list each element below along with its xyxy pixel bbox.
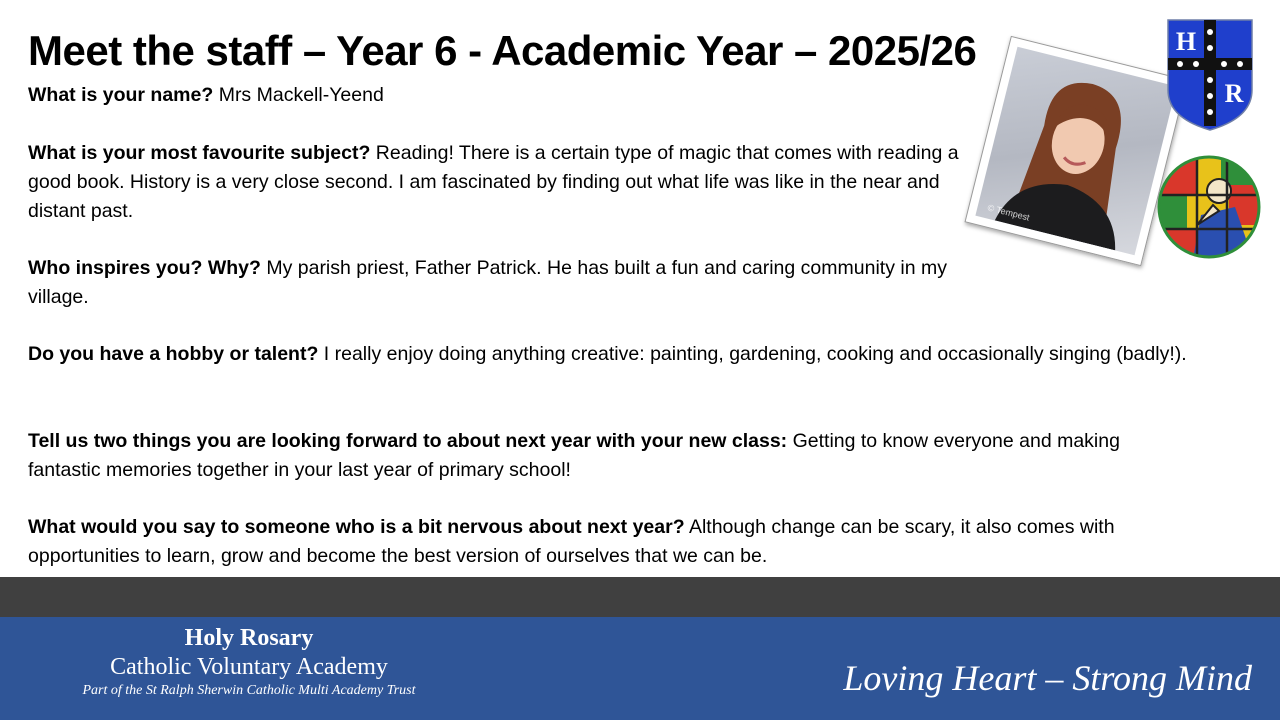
divider-band bbox=[0, 577, 1280, 617]
qa-inspiration bbox=[28, 254, 998, 312]
school-info bbox=[28, 623, 470, 701]
question-label: What would you say to someone who is a bit nervous about next year? bbox=[28, 516, 685, 538]
answer-text: I really enjoy doing anything creative: painting, gardening, cooking and occasionally singing (badly!). bbox=[318, 343, 1187, 365]
answer-text: Getting to know everyone and making fantastic memories together in your last year of primary school! bbox=[28, 430, 1120, 481]
page-title: Meet the staff – Year 6 - Academic Year – 2025/26 bbox=[28, 27, 977, 74]
question-label: Do you have a hobby or talent? bbox=[28, 343, 319, 365]
qa-name bbox=[28, 81, 928, 110]
staff-photo bbox=[975, 47, 1176, 256]
school-name: Holy Rosary bbox=[184, 625, 314, 651]
qa-nervous-advice bbox=[28, 513, 1198, 571]
staff-photo-frame bbox=[964, 36, 1187, 266]
photo-watermark: © Tempest bbox=[986, 202, 1031, 223]
school-subtitle: Catholic Voluntary Academy bbox=[110, 654, 388, 680]
answer-text: My parish priest, Father Patrick. He has built a fun and caring community in my village. bbox=[28, 257, 947, 308]
answer-text: Although change can be scary, it also comes with opportunities to learn, grow and become the best version of ourselves that we can be. bbox=[28, 516, 1115, 567]
question-label: What is your name? bbox=[28, 84, 214, 106]
answer-text: Mrs Mackell-Yeend bbox=[213, 84, 384, 106]
qa-favourite-subject bbox=[28, 139, 968, 226]
qa-hobby bbox=[28, 340, 1188, 369]
footer bbox=[0, 617, 1280, 720]
portrait-illustration bbox=[975, 47, 1176, 256]
question-label: What is your most favourite subject? bbox=[28, 142, 371, 164]
question-label: Who inspires you? Why? bbox=[28, 257, 261, 279]
crest-letter-h: H bbox=[1175, 27, 1197, 56]
trust-name: Part of the St Ralph Sherwin Catholic Multi Academy Trust bbox=[82, 683, 416, 698]
school-crest-logo bbox=[1166, 18, 1254, 132]
qa-looking-forward bbox=[28, 427, 1188, 485]
question-label: Tell us two things you are looking forward to about next year with your new class: bbox=[28, 430, 788, 452]
crest-letter-r: R bbox=[1224, 79, 1244, 108]
school-motto: Loving Heart – Strong Mind bbox=[843, 658, 1252, 698]
stained-glass-saint-badge bbox=[1157, 155, 1261, 259]
answer-text: Reading! There is a certain type of magic that comes with reading a good book. History is a very close second. I am fascinated by finding out what life was like in the near and distant past. bbox=[28, 142, 959, 222]
